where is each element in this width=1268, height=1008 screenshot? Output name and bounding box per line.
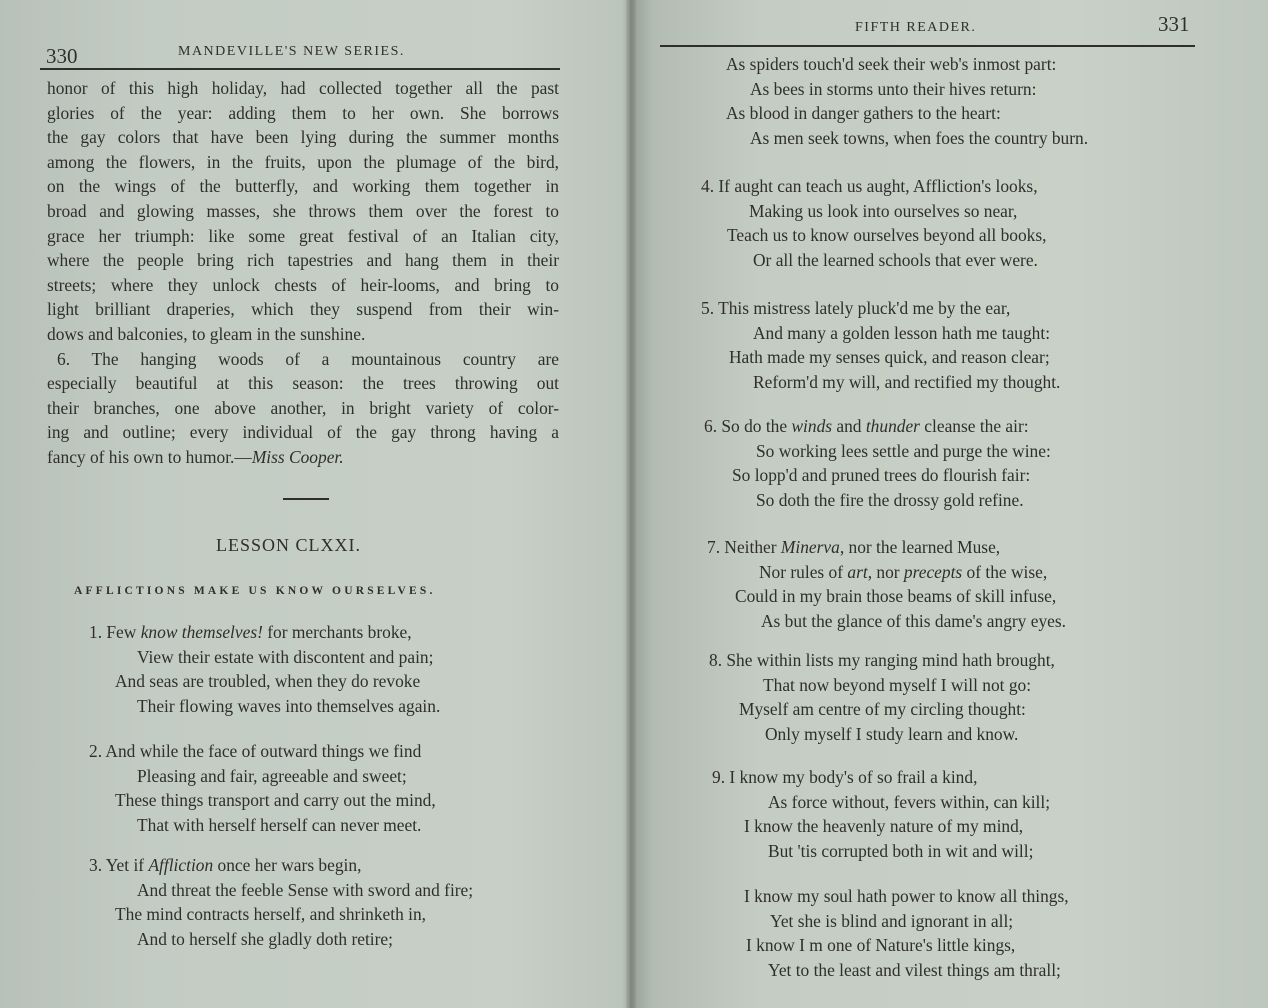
prose-line: among the flowers, in the fruits, upon the plumage of the bird, (47, 151, 559, 172)
prose-line: 6. The hanging woods of a mountainous country are (57, 348, 559, 369)
verse-line: And threat the feeble Sense with sword and fire; (137, 879, 474, 900)
verse-line: 4. If aught can teach us aught, Affliction's looks, (701, 176, 1038, 196)
verse-line: Hath made my senses quick, and reason clear; (729, 347, 1050, 368)
section-divider (283, 498, 329, 500)
verse-italic: know themselves! (140, 622, 263, 642)
verse-line: Only myself I study learn and know. (765, 723, 1019, 744)
verse-line (89, 853, 473, 878)
header-rule-right (660, 45, 1195, 47)
verse-line: Pleasing and fair, agreeable and sweet; (137, 765, 407, 786)
verse-line: And to herself she gladly doth retire; (137, 928, 393, 949)
prose-line: the gay colors that have been lying during the summer months (47, 127, 559, 148)
verse-line (89, 620, 440, 645)
prose-line: grace her triumph: like some great festival of an Italian city, (47, 225, 559, 246)
verse-line: So working lees settle and purge the wine: (756, 440, 1051, 461)
running-head-right: FIFTH READER. (855, 20, 977, 35)
verse-line: 8. She within lists my ranging mind hath brought, (709, 650, 1055, 670)
prose-text: fancy of his own to humor.— (47, 446, 252, 467)
verse-line: Myself am centre of my circling thought: (739, 699, 1026, 720)
stanza-8 (709, 648, 1055, 746)
verse-text: cleanse the air: (919, 416, 1029, 436)
verse-italic: thunder (865, 416, 920, 436)
verse-line: Or all the learned schools that ever were. (753, 249, 1038, 270)
verse-line: Teach us to know ourselves beyond all books, (727, 225, 1047, 246)
prose-line: streets; where they unlock chests of heir-looms, and bring to (47, 274, 559, 295)
verse-line: As bees in storms unto their hives return: (750, 78, 1037, 99)
verse-line: Making us look into ourselves so near, (749, 200, 1018, 221)
stanza-3 (89, 853, 473, 951)
verse-text: of the wise, (962, 561, 1048, 582)
verse-text: once her wars begin, (213, 855, 362, 875)
verse-italic: Affliction (148, 855, 214, 875)
verse-line: View their estate with discontent and pain; (137, 646, 434, 667)
verse-line: Reform'd my will, and rectified my thought. (753, 371, 1061, 392)
verse-line: Could in my brain those beams of skill infuse, (735, 586, 1057, 607)
verse-line: 9. I know my body's of so frail a kind, (712, 767, 978, 787)
verse-line: These things transport and carry out the mind, (115, 790, 436, 811)
verse-line: I know I m one of Nature's little kings, (746, 935, 1016, 956)
prose-line: ing and outline; every individual of the gay throng having a (47, 422, 559, 443)
verse-text: and (832, 416, 866, 436)
verse-text: , nor the learned Muse, (839, 537, 1001, 557)
verse-line: As blood in danger gathers to the heart: (726, 103, 1001, 124)
verse-line: The mind contracts herself, and shrinketh in, (115, 904, 427, 925)
verse-text: 6. So do the (704, 416, 792, 436)
prose-line: their branches, one above another, in bright variety of color- (47, 397, 559, 418)
page-number-right: 331 (1158, 12, 1190, 36)
prose-line-attribution (47, 445, 559, 470)
verse-line: So doth the fire the drossy gold refine. (756, 489, 1024, 510)
stanza-continued (726, 52, 1088, 150)
stanza-2 (89, 739, 436, 837)
verse-line (704, 414, 1051, 439)
verse-italic: precepts (903, 561, 963, 582)
verse-line: That now beyond myself I will not go: (763, 674, 1032, 695)
prose-line: where the people bring rich tapestries and hang them in their (47, 250, 559, 271)
verse-line: As spiders touch'd seek their web's inmost part: (726, 54, 1057, 74)
running-head-left: MANDEVILLE'S NEW SERIES. (178, 44, 405, 59)
stanza-7 (707, 535, 1066, 633)
stanza-5 (701, 296, 1060, 394)
verse-italic: Minerva (780, 537, 840, 557)
verse-line (707, 535, 1066, 560)
prose-line: light brilliant draperies, which they suspend from their win- (47, 299, 559, 320)
author-attribution: Miss Cooper. (251, 446, 344, 467)
verse-line: I know the heavenly nature of my mind, (744, 816, 1024, 837)
verse-line: 2. And while the face of outward things we find (89, 741, 422, 761)
verse-line: As force without, fevers within, can kill; (768, 791, 1051, 812)
verse-line: That with herself herself can never meet. (137, 814, 422, 835)
verse-line: But 'tis corrupted both in wit and will; (768, 840, 1034, 861)
prose-block (47, 76, 559, 470)
left-page (0, 0, 628, 1008)
verse-text: Nor rules of (759, 561, 848, 582)
stanza-4 (701, 174, 1046, 272)
verse-line: 5. This mistress lately pluck'd me by the ear, (701, 298, 1011, 318)
lesson-subtitle: AFFLICTIONS MAKE US KNOW OURSELVES. (74, 585, 436, 597)
page-number-left: 330 (46, 44, 78, 68)
verse-text: for merchants broke, (262, 622, 412, 642)
verse-italic: art (847, 561, 868, 582)
prose-line: especially beautiful at this season: the trees throwing out (47, 373, 559, 394)
verse-line (707, 560, 1066, 585)
verse-text: 7. Neither (707, 537, 781, 557)
prose-line: glories of the year: adding them to her own. She borrows (47, 102, 559, 123)
lesson-title: LESSON CLXXI. (216, 535, 362, 555)
verse-line: And seas are troubled, when they do revoke (115, 671, 421, 692)
verse-line: So lopp'd and pruned trees do flourish fair: (732, 465, 1031, 486)
verse-line: Yet she is blind and ignorant in all; (770, 910, 1014, 931)
prose-line: broad and glowing masses, she throws them over the forest to (47, 200, 559, 221)
prose-line: dows and balconies, to gleam in the sunshine. (47, 323, 366, 344)
verse-italic: winds (791, 416, 833, 436)
prose-line: honor of this high holiday, had collected together all the past (47, 78, 559, 98)
header-rule-left (40, 68, 560, 70)
verse-line: And many a golden lesson hath me taught: (753, 322, 1051, 343)
verse-text: 3. Yet if (89, 855, 149, 875)
stanza-1 (89, 620, 440, 718)
verse-line: As men seek towns, when foes the country burn. (750, 127, 1089, 148)
verse-line: I know my soul hath power to know all things, (744, 886, 1069, 906)
stanza-6 (704, 414, 1051, 512)
stanza-10 (744, 884, 1069, 982)
prose-line: on the wings of the butterfly, and working them together in (47, 176, 559, 197)
verse-line: Their flowing waves into themselves again. (137, 695, 441, 716)
verse-text: 1. Few (89, 622, 141, 642)
verse-line: Yet to the least and vilest things am thrall; (768, 959, 1061, 980)
verse-line: As but the glance of this dame's angry eyes. (761, 610, 1066, 631)
right-page (632, 0, 1268, 1008)
stanza-9 (712, 765, 1050, 863)
verse-text: , nor (867, 561, 904, 582)
